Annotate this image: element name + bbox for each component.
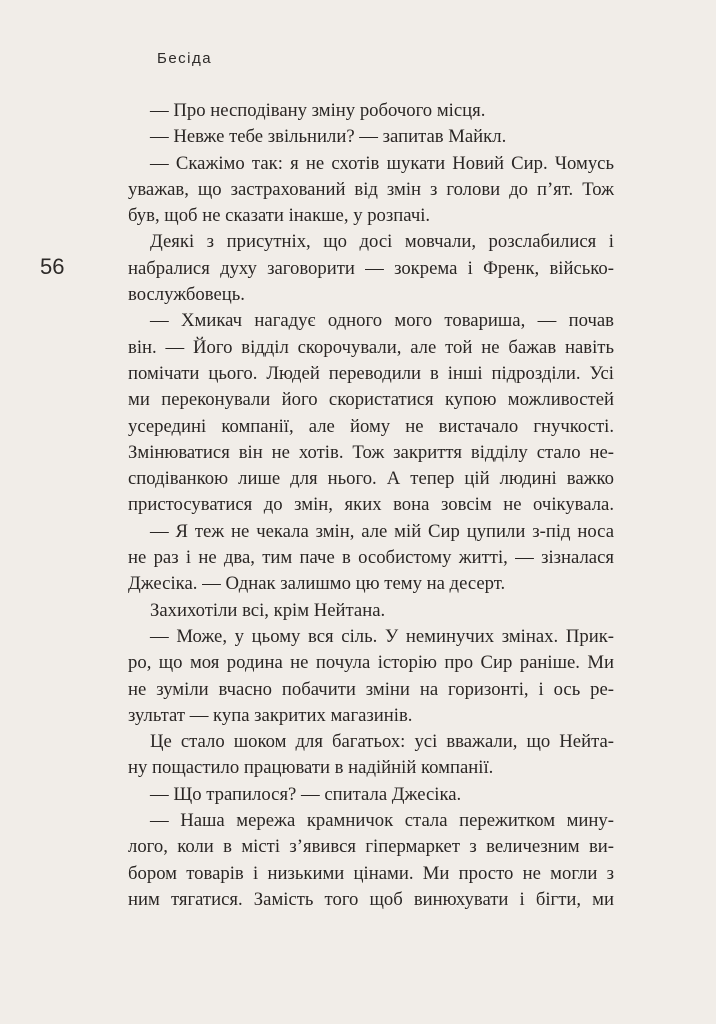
text-line: вослужбовець. — [128, 284, 245, 306]
text-line: ну пощастило працювати в надійній компанії. — [128, 757, 494, 779]
text-line: — Хмикач нагадує одного мого товариша, — почав — [150, 310, 614, 332]
text-line: помічати цього. Людей переводили в інші підрозділи. Усі — [128, 362, 614, 384]
text-line: — Я теж не чекала змін, але мій Сир цупили з-під носа — [150, 520, 614, 542]
text-line: сподіванкою лише для нього. А тепер цій людині важко — [128, 468, 614, 490]
text-line: Деякі з присутніх, що досі мовчали, розслабилися і — [150, 231, 614, 253]
text-line: він. — Його відділ скорочували, але той не бажав навіть — [128, 336, 614, 358]
text-line: ро, що моя родина не почула історію про Сир раніше. Ми — [128, 652, 614, 674]
text-line: — Що трапилося? — спитала Джесіка. — [150, 783, 462, 805]
page-number: 56 — [40, 254, 65, 279]
text-line: — Невже тебе звільнили? — запитав Майкл. — [150, 126, 507, 148]
text-line: Захихотіли всі, крім Нейтана. — [150, 599, 386, 621]
text-line: бором товарів і низькими цінами. Ми просто не могли з — [128, 862, 614, 884]
text-line: не зуміли вчасно побачити зміни на горизонті, і ось ре- — [128, 678, 614, 700]
text-line: був, щоб не сказати інакше, у розпачі. — [128, 205, 431, 227]
text-line: пристосуватися до змін, яких вона зовсім не очікувала. — [128, 494, 614, 516]
text-line: усередині компанії, але йому не вистачало гнучкості. — [128, 415, 614, 437]
body-text — [128, 98, 614, 913]
text-line: — Скажімо так: я не схотів шукати Новий Сир. Чомусь — [150, 152, 614, 174]
text-line: — Наша мережа крамничок стала пережитком мину- — [150, 810, 614, 832]
text-line: — Про несподівану зміну робочого місця. — [150, 100, 486, 121]
text-line: ним тягатися. Замість того щоб винюхувати і бігти, ми — [128, 888, 614, 910]
text-line: Джесіка. — Однак залишмо цю тему на десерт. — [128, 573, 506, 595]
text-line: ми переконували його скористатися купою можливостей — [128, 389, 614, 411]
text-line: зультат — купа закритих магазинів. — [128, 704, 413, 726]
text-line: — Може, у цьому вся сіль. У неминучих змінах. Прик- — [150, 625, 614, 647]
text-line: набралися духу заговорити — зокрема і Френк, військо- — [128, 257, 614, 279]
text-line: уважав, що застрахований від змін з голови до п’ят. Тож — [128, 178, 614, 200]
text-line: лого, коли в місті з’явився гіпермаркет з величезним ви- — [128, 836, 614, 858]
text-line: Змінюватися він не хотів. Тож закриття відділу стало не- — [128, 441, 614, 463]
running-header: Бесіда — [157, 50, 213, 67]
text-line: Це стало шоком для багатьох: усі вважали, що Нейта- — [150, 731, 614, 753]
text-line: не раз і не два, тим паче в особистому житті, — зізналася — [128, 547, 614, 569]
